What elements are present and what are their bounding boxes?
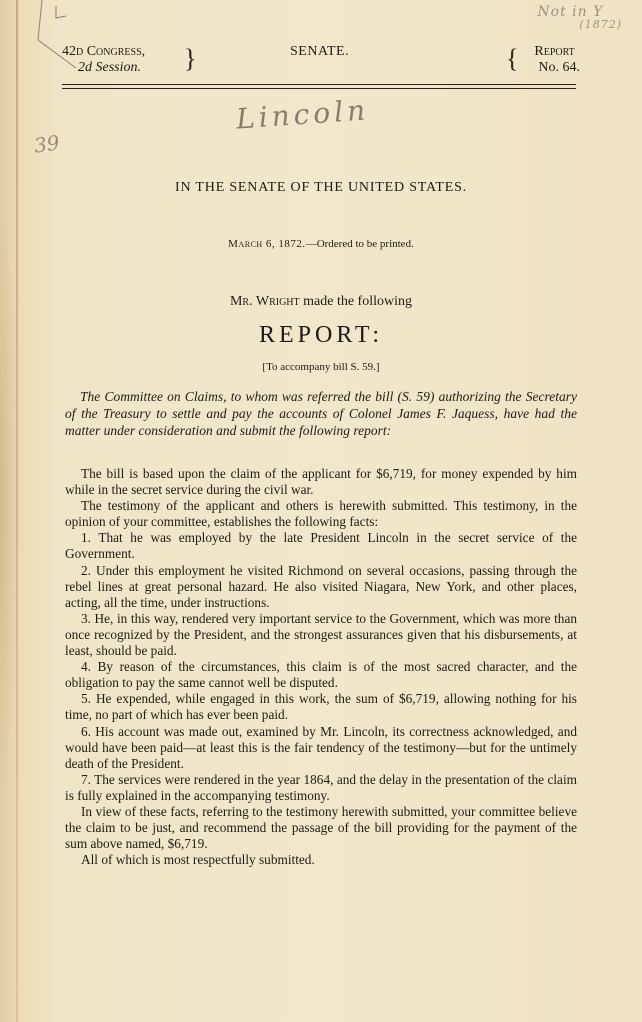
report-number-block	[534, 44, 580, 76]
paragraph: 6. His account was made out, examined by Mr. Lincoln, its correctness acknowledged, and would have been paid—at least this is the fair tendency of the testimony—but for the untimely death of the President.	[65, 723, 577, 771]
paragraph: 2. Under this employment he visited Richmond on several occasions, passing through the rebel lines at great personal hazard. He also visited Niagara, New York, and other places, acting, all the time, under instructions.	[65, 562, 577, 610]
committee-intro: The Committee on Claims, to whom was referred the bill (S. 59) authorizing the Secretary of the Treasury to settle and pay the accounts of Colonel James F. Jaquess, have had the matter under consideration and submit the following report:	[65, 389, 577, 438]
header-rule-top	[62, 84, 576, 85]
made-text: made the following	[299, 294, 412, 309]
paragraph: The bill is based upon the claim of the applicant for $6,719, for money expended by him while in the secret service during the civil war.	[65, 466, 577, 498]
paragraph: 7. The services were rendered in the year 1864, and the delay in the presentation of the claim is fully explained in the accompanying testimony.	[65, 771, 577, 803]
senator-name: Mr. Wright	[229, 294, 300, 309]
paragraph: 4. By reason of the circumstances, this claim is of the most sacred character, and the obligation to pay the same cannot well be disputed.	[65, 659, 577, 691]
congress-label: 42d Congress,	[62, 44, 146, 59]
header-rule-bottom	[62, 88, 576, 89]
paragraph: 5. He expended, while engaged in this work, the sum of $6,719, allowing nothing for his time, no part of which has ever been paid.	[65, 691, 577, 723]
report-label: Report	[534, 44, 575, 59]
order-date: March 6, 1872.	[228, 238, 306, 250]
paragraph: The testimony of the applicant and others is herewith submitted. This testimony, in the opinion of your committee, establishes the following facts:	[65, 498, 577, 530]
chamber-label: SENATE.	[290, 44, 350, 59]
paragraph: All of which is most respectfully submitted.	[81, 852, 315, 868]
paragraph: In view of these facts, referring to the testimony herewith submitted, your committee believe the claim to be just, and recommend the passage of the bill providing for the payment of the sum above named, $6,719.	[65, 803, 577, 852]
handwritten-catalog-note: Not in Y (1872)	[537, 4, 622, 31]
handwritten-lincoln: Lincoln	[235, 93, 371, 136]
session-label: 2d Session.	[78, 60, 141, 75]
report-body	[65, 466, 577, 868]
report-heading: REPORT:	[258, 322, 384, 348]
document-title: IN THE SENATE OF THE UNITED STATES.	[175, 180, 467, 195]
paragraph: 3. He, in this way, rendered very important service to the Government, which was more than once recognized by the President, and the strongest assurances given that his disbursements, at least, should be paid.	[65, 610, 577, 659]
bill-reference: [To accompany bill S. 59.]	[262, 361, 380, 373]
congress-session	[62, 44, 145, 76]
report-number: No. 64.	[538, 60, 580, 75]
handwritten-margin-number: 39	[32, 130, 61, 158]
order-text: —Ordered to be printed.	[305, 238, 414, 250]
paper-stain	[0, 200, 20, 800]
made-following	[0, 294, 642, 310]
print-order	[0, 238, 642, 250]
paragraph: 1. That he was employed by the late President Lincoln in the secret service of the Government.	[65, 530, 577, 562]
left-brace: }	[184, 44, 197, 73]
right-brace: {	[506, 44, 519, 73]
